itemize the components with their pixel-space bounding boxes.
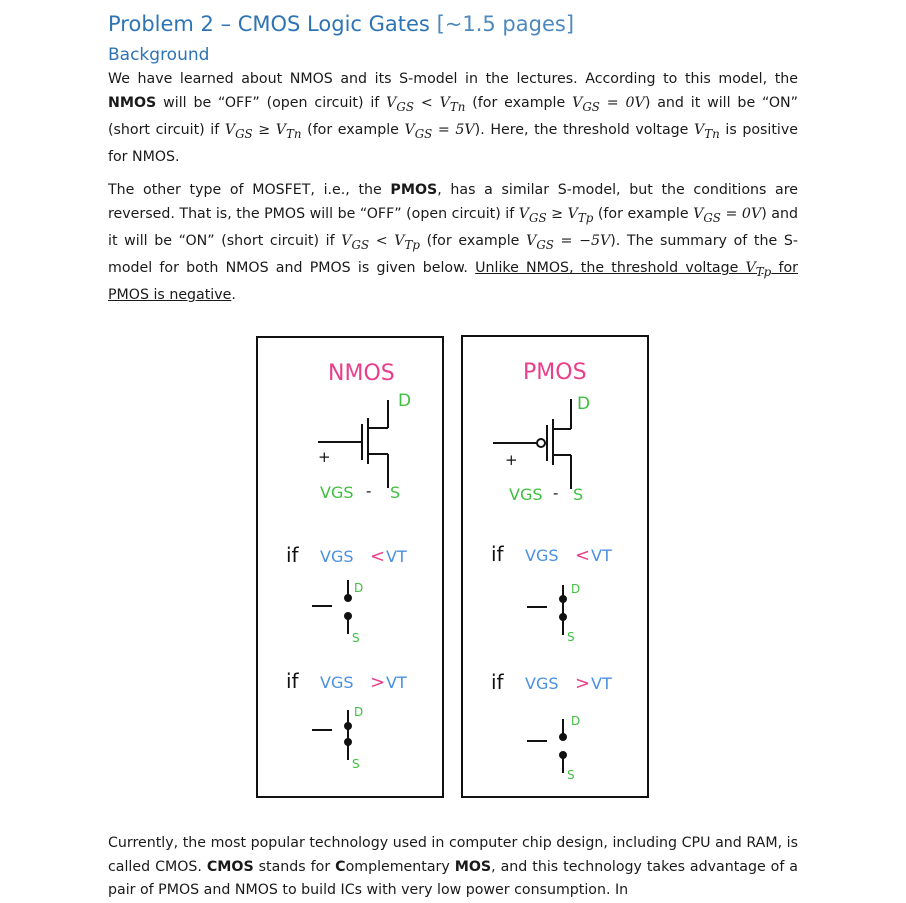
condition-vt: VT	[386, 547, 407, 566]
page-estimate-tag: [~1.5 pages]	[436, 12, 575, 36]
pmos-diagram-box	[461, 335, 649, 798]
paragraph-cmos: Currently, the most popular technology used in computer chip design, including CPU and RAM, is called CMOS. CMOS stands for Complementary MOS, and this technology takes advantage of a pair of PMOS and NMOS to build ICs with very low power consumption. In	[108, 835, 798, 898]
minus-label: -	[366, 482, 372, 500]
pmos-open-switch-symbol	[527, 719, 566, 773]
condition-vgs: VGS	[320, 547, 354, 566]
source-label: S	[390, 483, 401, 502]
pmos-condition-vgs: VGS	[525, 546, 559, 565]
pmos-minus-label: -	[553, 484, 559, 502]
nmos-transistor-symbol	[318, 400, 388, 488]
pmos-vgs-label: VGS	[509, 485, 543, 504]
pmos-title: PMOS	[523, 360, 587, 385]
drain-label: D	[398, 391, 412, 411]
section-heading: Background	[108, 45, 210, 65]
nmos-bold: NMOS	[108, 94, 157, 111]
nmos-diagram-box	[256, 336, 444, 798]
condition-gt: >	[370, 672, 386, 693]
pmos-condition-vgs-2: VGS	[525, 674, 559, 693]
switch-s-label: S	[352, 631, 360, 645]
paragraph-pmos: The other type of MOSFET, i.e., the PMOS, has a similar S-model, but the conditions are reversed. That is, the PMOS will be “OFF” (open circuit) if $V_{GS} \ge V_{Tp}$ (for example $V_{GS} = 0V$) and it will be “ON” (short circuit) if $V_{GS} < V_{Tp}$ (for example $V_{GS} = -5V$). The summary of the S-model for both NMOS and PMOS is given below. Unlike NMOS, the threshold voltage $V_{Tp}$ for PMOS is negative.	[108, 182, 798, 304]
switch2-s-label: S	[352, 757, 360, 771]
vgs-label: VGS	[320, 483, 354, 502]
pmos-bold: PMOS	[390, 182, 438, 198]
paragraph-nmos: We have learned about NMOS and its S-model in the lectures. According to this model, the NMOS will be “OFF” (open circuit) if $V_{GS} < V_{Tn}$ (for example $V_{GS} = 0V$) and it will be “ON” (short circuit) if $V_{GS} \ge V_{Tn}$ (for example $V_{GS} = 5V$). Here, the threshold voltage $V_{Tn}$ is positive for NMOS.	[108, 71, 799, 166]
pmos-condition-if: if	[491, 542, 504, 566]
closed-switch-symbol	[312, 710, 351, 760]
pmos-plus-label: +	[505, 451, 518, 469]
title-text: Problem 2 – CMOS Logic Gates	[108, 12, 430, 36]
open-switch-symbol	[312, 580, 351, 634]
pmos-switch-d-label: D	[571, 582, 581, 596]
pmos-transistor-symbol	[493, 399, 571, 489]
pmos-switch2-d-label: D	[571, 714, 581, 728]
pmos-closed-switch-symbol	[527, 585, 566, 635]
cmos-bold: CMOS	[206, 858, 254, 875]
pmos-switch2-s-label: S	[567, 768, 575, 782]
condition-vt-2: VT	[386, 673, 407, 692]
pmos-condition-gt: >	[575, 673, 591, 694]
underlined-note: Unlike NMOS, the threshold voltage $V_{Tp}$ for PMOS is negative	[108, 260, 798, 304]
nmos-title: NMOS	[328, 361, 395, 386]
pmos-switch-s-label: S	[567, 630, 575, 644]
nmos-diagram	[258, 338, 442, 796]
condition-if-2: if	[286, 669, 299, 693]
condition-vgs-2: VGS	[320, 673, 354, 692]
pmos-source-label: S	[573, 485, 584, 504]
plus-label: +	[318, 448, 331, 466]
switch-d-label: D	[354, 581, 364, 595]
pmos-condition-vt-2: VT	[591, 674, 612, 693]
pmos-diagram	[463, 337, 647, 796]
condition-lt: <	[370, 546, 386, 567]
pmos-condition-vt: VT	[591, 546, 612, 565]
page-title	[108, 12, 574, 36]
pmos-drain-label: D	[577, 394, 591, 414]
condition-if: if	[286, 543, 299, 567]
switch2-d-label: D	[354, 705, 364, 719]
pmos-condition-if-2: if	[491, 670, 504, 694]
pmos-condition-lt: <	[575, 545, 591, 566]
